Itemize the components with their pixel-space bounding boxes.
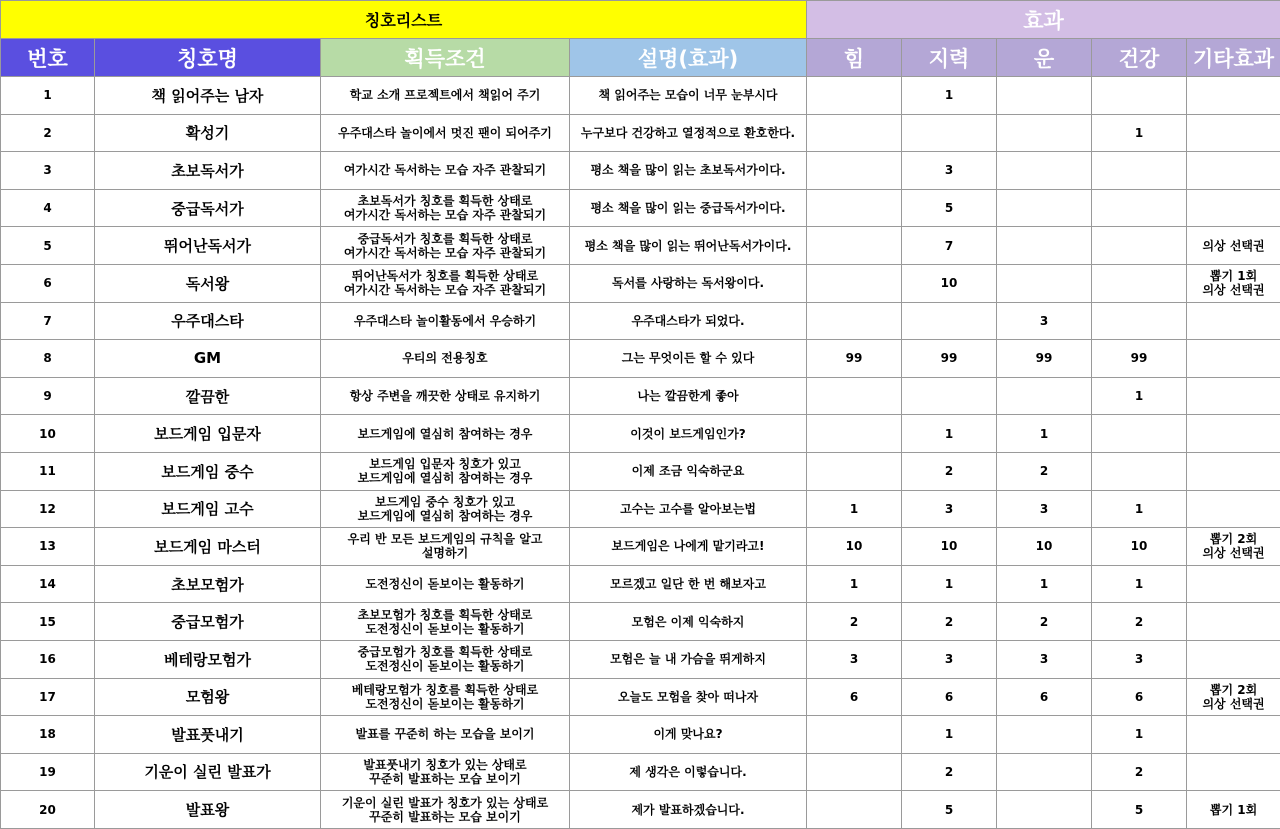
cell-description[interactable]: 평소 책을 많이 읽는 중급독서가이다. — [570, 189, 807, 227]
effect-header[interactable]: 효과 — [807, 1, 1280, 39]
cell-condition-line: 꾸준히 발표하는 모습 보이기 — [321, 810, 569, 824]
cell-intelligence[interactable]: 1 — [902, 77, 997, 115]
cell-health[interactable]: 5 — [1092, 791, 1187, 829]
cell-condition-line: 초보모험가 칭호를 획득한 상태로 — [321, 608, 569, 622]
cell-health[interactable] — [1092, 264, 1187, 302]
table-body — [1, 77, 1280, 829]
cell-title-name[interactable]: GM — [95, 340, 321, 378]
cell-luck[interactable] — [997, 189, 1092, 227]
cell-title-name[interactable]: 우주대스타 — [95, 302, 321, 340]
table-row — [1, 377, 1280, 415]
cell-other-effects-line: 뽑기 1회 — [1187, 269, 1280, 283]
cell-luck[interactable] — [997, 791, 1092, 829]
cell-condition[interactable] — [321, 114, 570, 152]
cell-condition-line: 꾸준히 발표하는 모습 보이기 — [321, 772, 569, 786]
cell-condition[interactable] — [321, 77, 570, 115]
cell-strength[interactable] — [807, 452, 902, 490]
cell-health[interactable] — [1092, 152, 1187, 190]
cell-title-name[interactable]: 보드게임 입문자 — [95, 415, 321, 453]
cell-health[interactable] — [1092, 77, 1187, 115]
cell-description[interactable]: 우주대스타가 되었다. — [570, 302, 807, 340]
cell-other-effects-line: 의상 선택권 — [1187, 546, 1280, 560]
table-row — [1, 77, 1280, 115]
cell-intelligence[interactable]: 10 — [902, 264, 997, 302]
table-row — [1, 490, 1280, 528]
cell-strength[interactable] — [807, 227, 902, 265]
cell-title-name[interactable]: 기운이 실린 발표가 — [95, 753, 321, 791]
cell-number[interactable]: 5 — [1, 227, 95, 265]
header-description[interactable]: 설명(효과) — [570, 39, 807, 77]
cell-other-effects[interactable] — [1187, 791, 1280, 829]
cell-title-name[interactable]: 보드게임 고수 — [95, 490, 321, 528]
cell-strength[interactable] — [807, 302, 902, 340]
cell-intelligence[interactable]: 2 — [902, 603, 997, 641]
table-row — [1, 227, 1280, 265]
cell-description[interactable]: 제가 발표하겠습니다. — [570, 791, 807, 829]
table-row — [1, 114, 1280, 152]
header-strength[interactable]: 힘 — [807, 39, 902, 77]
cell-strength[interactable] — [807, 264, 902, 302]
cell-intelligence[interactable]: 5 — [902, 791, 997, 829]
cell-condition-line: 발표를 꾸준히 하는 모습을 보이기 — [321, 727, 569, 741]
header-luck[interactable]: 운 — [997, 39, 1092, 77]
cell-description[interactable]: 책 읽어주는 모습이 너무 눈부시다 — [570, 77, 807, 115]
cell-number[interactable]: 7 — [1, 302, 95, 340]
cell-number[interactable]: 15 — [1, 603, 95, 641]
cell-health[interactable]: 1 — [1092, 716, 1187, 754]
table-row — [1, 753, 1280, 791]
cell-intelligence[interactable]: 6 — [902, 678, 997, 716]
cell-strength[interactable] — [807, 77, 902, 115]
cell-other-effects[interactable] — [1187, 678, 1280, 716]
cell-condition[interactable] — [321, 640, 570, 678]
cell-other-effects-line: 의상 선택권 — [1187, 283, 1280, 297]
cell-intelligence[interactable] — [902, 377, 997, 415]
cell-strength[interactable]: 1 — [807, 565, 902, 603]
top-header-row — [1, 1, 1280, 39]
cell-other-effects[interactable] — [1187, 77, 1280, 115]
cell-health[interactable] — [1092, 189, 1187, 227]
cell-condition-line: 여가시간 독서하는 모습 자주 관찰되기 — [321, 163, 569, 177]
cell-condition-line: 우주대스타 놀이활동에서 우승하기 — [321, 314, 569, 328]
cell-description[interactable]: 평소 책을 많이 읽는 뛰어난독서가이다. — [570, 227, 807, 265]
cell-number[interactable]: 16 — [1, 640, 95, 678]
cell-condition-line: 뛰어난독서가 칭호를 획득한 상태로 — [321, 269, 569, 283]
cell-other-effects-line: 의상 선택권 — [1187, 239, 1280, 253]
cell-condition[interactable] — [321, 302, 570, 340]
cell-health[interactable] — [1092, 415, 1187, 453]
cell-luck[interactable] — [997, 264, 1092, 302]
cell-other-effects[interactable] — [1187, 603, 1280, 641]
cell-luck[interactable] — [997, 152, 1092, 190]
cell-number[interactable]: 17 — [1, 678, 95, 716]
cell-other-effects[interactable] — [1187, 302, 1280, 340]
cell-health[interactable]: 99 — [1092, 340, 1187, 378]
cell-intelligence[interactable]: 3 — [902, 640, 997, 678]
table-row — [1, 302, 1280, 340]
cell-luck[interactable] — [997, 753, 1092, 791]
cell-other-effects[interactable] — [1187, 114, 1280, 152]
cell-health[interactable]: 2 — [1092, 603, 1187, 641]
cell-description[interactable]: 평소 책을 많이 읽는 초보독서가이다. — [570, 152, 807, 190]
cell-health[interactable]: 2 — [1092, 753, 1187, 791]
cell-luck[interactable]: 3 — [997, 640, 1092, 678]
cell-condition[interactable] — [321, 415, 570, 453]
cell-condition-line: 중급독서가 칭호를 획득한 상태로 — [321, 232, 569, 246]
cell-health[interactable]: 1 — [1092, 377, 1187, 415]
table-row — [1, 340, 1280, 378]
cell-other-effects[interactable] — [1187, 452, 1280, 490]
cell-condition[interactable] — [321, 227, 570, 265]
cell-condition-line: 설명하기 — [321, 546, 569, 560]
header-health[interactable]: 건강 — [1092, 39, 1187, 77]
cell-strength[interactable] — [807, 415, 902, 453]
cell-intelligence[interactable]: 10 — [902, 528, 997, 566]
table-row — [1, 528, 1280, 566]
cell-description[interactable]: 그는 무엇이든 할 수 있다 — [570, 340, 807, 378]
header-title-name[interactable]: 칭호명 — [95, 39, 321, 77]
cell-intelligence[interactable]: 99 — [902, 340, 997, 378]
cell-luck[interactable] — [997, 227, 1092, 265]
cell-luck[interactable]: 1 — [997, 565, 1092, 603]
cell-luck[interactable]: 3 — [997, 302, 1092, 340]
cell-intelligence[interactable]: 1 — [902, 716, 997, 754]
cell-intelligence[interactable]: 3 — [902, 490, 997, 528]
cell-luck[interactable]: 6 — [997, 678, 1092, 716]
cell-title-name[interactable]: 베테랑모험가 — [95, 640, 321, 678]
cell-number[interactable]: 8 — [1, 340, 95, 378]
cell-number[interactable]: 10 — [1, 415, 95, 453]
cell-other-effects[interactable] — [1187, 340, 1280, 378]
cell-title-name[interactable]: 발표왕 — [95, 791, 321, 829]
cell-luck[interactable]: 3 — [997, 490, 1092, 528]
cell-description[interactable]: 이것이 보드게임인가? — [570, 415, 807, 453]
cell-luck[interactable] — [997, 77, 1092, 115]
cell-strength[interactable] — [807, 152, 902, 190]
cell-title-name[interactable]: 깔끔한 — [95, 377, 321, 415]
cell-luck[interactable]: 10 — [997, 528, 1092, 566]
cell-condition-line: 보드게임에 열심히 참여하는 경우 — [321, 471, 569, 485]
cell-health[interactable]: 1 — [1092, 565, 1187, 603]
header-intelligence[interactable]: 지력 — [902, 39, 997, 77]
cell-other-effects[interactable] — [1187, 227, 1280, 265]
cell-luck[interactable] — [997, 114, 1092, 152]
cell-health[interactable]: 3 — [1092, 640, 1187, 678]
title-list-header[interactable]: 칭호리스트 — [1, 1, 807, 39]
cell-condition-line: 도전정신이 돋보이는 활동하기 — [321, 659, 569, 673]
cell-condition[interactable] — [321, 716, 570, 754]
cell-number[interactable]: 3 — [1, 152, 95, 190]
cell-number[interactable]: 13 — [1, 528, 95, 566]
cell-title-name[interactable]: 중급독서가 — [95, 189, 321, 227]
cell-number[interactable]: 12 — [1, 490, 95, 528]
cell-strength[interactable] — [807, 114, 902, 152]
cell-luck[interactable] — [997, 716, 1092, 754]
cell-number[interactable]: 14 — [1, 565, 95, 603]
cell-condition-line: 발표풋내기 칭호가 있는 상태로 — [321, 758, 569, 772]
cell-description[interactable]: 모험은 이제 익숙하지 — [570, 603, 807, 641]
cell-description[interactable]: 모험은 늘 내 가슴을 뛰게하지 — [570, 640, 807, 678]
cell-description[interactable]: 이게 맞나요? — [570, 716, 807, 754]
cell-number[interactable]: 19 — [1, 753, 95, 791]
cell-title-name[interactable]: 독서왕 — [95, 264, 321, 302]
header-condition[interactable]: 획득조건 — [321, 39, 570, 77]
cell-other-effects-line: 뽑기 2회 — [1187, 683, 1280, 697]
cell-other-effects[interactable] — [1187, 264, 1280, 302]
cell-other-effects[interactable] — [1187, 189, 1280, 227]
cell-intelligence[interactable]: 3 — [902, 152, 997, 190]
header-number[interactable]: 번호 — [1, 39, 95, 77]
cell-other-effects[interactable] — [1187, 640, 1280, 678]
cell-condition-line: 우티의 전용칭호 — [321, 351, 569, 365]
cell-title-name[interactable]: 모험왕 — [95, 678, 321, 716]
cell-luck[interactable]: 2 — [997, 603, 1092, 641]
cell-condition-line: 여가시간 독서하는 모습 자주 관찰되기 — [321, 283, 569, 297]
cell-number[interactable]: 9 — [1, 377, 95, 415]
cell-strength[interactable] — [807, 753, 902, 791]
cell-strength[interactable] — [807, 716, 902, 754]
table-row — [1, 452, 1280, 490]
cell-health[interactable] — [1092, 302, 1187, 340]
cell-description[interactable]: 이제 조금 익숙하군요 — [570, 452, 807, 490]
table-row — [1, 791, 1280, 829]
cell-intelligence[interactable] — [902, 114, 997, 152]
cell-condition[interactable] — [321, 753, 570, 791]
cell-intelligence[interactable]: 2 — [902, 452, 997, 490]
cell-intelligence[interactable]: 5 — [902, 189, 997, 227]
cell-health[interactable]: 1 — [1092, 490, 1187, 528]
cell-condition-line: 보드게임에 열심히 참여하는 경우 — [321, 509, 569, 523]
cell-health[interactable]: 10 — [1092, 528, 1187, 566]
cell-condition-line: 여가시간 독서하는 모습 자주 관찰되기 — [321, 208, 569, 222]
cell-condition-line: 베테랑모험가 칭호를 획득한 상태로 — [321, 683, 569, 697]
cell-condition[interactable] — [321, 565, 570, 603]
table-row — [1, 189, 1280, 227]
cell-condition[interactable] — [321, 189, 570, 227]
cell-intelligence[interactable]: 7 — [902, 227, 997, 265]
table-row — [1, 152, 1280, 190]
cell-other-effects[interactable] — [1187, 415, 1280, 453]
table-row — [1, 640, 1280, 678]
cell-number[interactable]: 18 — [1, 716, 95, 754]
cell-intelligence[interactable]: 2 — [902, 753, 997, 791]
cell-title-name[interactable]: 보드게임 마스터 — [95, 528, 321, 566]
cell-description[interactable]: 보드게임은 나에게 맡기라고! — [570, 528, 807, 566]
table-row — [1, 603, 1280, 641]
cell-condition[interactable] — [321, 490, 570, 528]
table-row — [1, 264, 1280, 302]
cell-other-effects-line: 의상 선택권 — [1187, 697, 1280, 711]
cell-intelligence[interactable] — [902, 302, 997, 340]
cell-condition[interactable] — [321, 678, 570, 716]
cell-condition-line: 보드게임 입문자 칭호가 있고 — [321, 457, 569, 471]
cell-other-effects[interactable] — [1187, 716, 1280, 754]
cell-strength[interactable] — [807, 189, 902, 227]
cell-number[interactable]: 20 — [1, 791, 95, 829]
cell-condition-line: 학교 소개 프로젝트에서 책읽어 주기 — [321, 88, 569, 102]
cell-luck[interactable] — [997, 377, 1092, 415]
cell-other-effects-line: 뽑기 2회 — [1187, 532, 1280, 546]
cell-condition-line: 중급모험가 칭호를 획득한 상태로 — [321, 645, 569, 659]
cell-other-effects-line: 뽑기 1회 — [1187, 803, 1280, 817]
table-row — [1, 716, 1280, 754]
cell-strength[interactable]: 3 — [807, 640, 902, 678]
cell-title-name[interactable]: 뛰어난독서가 — [95, 227, 321, 265]
cell-strength[interactable]: 6 — [807, 678, 902, 716]
cell-description[interactable]: 모르겠고 일단 한 번 해보자고 — [570, 565, 807, 603]
cell-luck[interactable]: 1 — [997, 415, 1092, 453]
cell-condition-line: 도전정신이 돋보이는 활동하기 — [321, 577, 569, 591]
cell-title-name[interactable]: 중급모험가 — [95, 603, 321, 641]
cell-number[interactable]: 6 — [1, 264, 95, 302]
cell-condition-line: 도전정신이 돋보이는 활동하기 — [321, 622, 569, 636]
cell-description[interactable]: 누구보다 건강하고 열정적으로 환호한다. — [570, 114, 807, 152]
cell-title-name[interactable]: 초보독서가 — [95, 152, 321, 190]
table-row — [1, 678, 1280, 716]
cell-strength[interactable] — [807, 377, 902, 415]
cell-intelligence[interactable]: 1 — [902, 565, 997, 603]
table-row — [1, 565, 1280, 603]
cell-condition-line: 도전정신이 돋보이는 활동하기 — [321, 697, 569, 711]
cell-title-name[interactable]: 발표풋내기 — [95, 716, 321, 754]
cell-other-effects[interactable] — [1187, 377, 1280, 415]
cell-condition-line: 보드게임에 열심히 참여하는 경우 — [321, 427, 569, 441]
cell-condition[interactable] — [321, 377, 570, 415]
cell-condition-line: 보드게임 중수 칭호가 있고 — [321, 495, 569, 509]
cell-strength[interactable]: 99 — [807, 340, 902, 378]
cell-condition-line: 우리 반 모든 보드게임의 규칙을 알고 — [321, 532, 569, 546]
cell-condition[interactable] — [321, 603, 570, 641]
cell-condition-line: 기운이 실린 발표가 칭호가 있는 상태로 — [321, 796, 569, 810]
cell-condition[interactable] — [321, 528, 570, 566]
cell-other-effects[interactable] — [1187, 753, 1280, 791]
cell-other-effects[interactable] — [1187, 490, 1280, 528]
cell-condition[interactable] — [321, 452, 570, 490]
column-header-row — [1, 39, 1280, 77]
cell-condition[interactable] — [321, 264, 570, 302]
cell-number[interactable]: 2 — [1, 114, 95, 152]
cell-intelligence[interactable]: 1 — [902, 415, 997, 453]
cell-title-name[interactable]: 보드게임 중수 — [95, 452, 321, 490]
cell-condition-line: 초보독서가 칭호를 획득한 상태로 — [321, 194, 569, 208]
cell-number[interactable]: 1 — [1, 77, 95, 115]
cell-description[interactable]: 제 생각은 이렇습니다. — [570, 753, 807, 791]
cell-health[interactable]: 6 — [1092, 678, 1187, 716]
table-row — [1, 415, 1280, 453]
cell-luck[interactable]: 2 — [997, 452, 1092, 490]
cell-health[interactable] — [1092, 452, 1187, 490]
cell-description[interactable]: 고수는 고수를 알아보는법 — [570, 490, 807, 528]
cell-condition[interactable] — [321, 340, 570, 378]
cell-other-effects[interactable] — [1187, 565, 1280, 603]
cell-description[interactable]: 독서를 사랑하는 독서왕이다. — [570, 264, 807, 302]
cell-title-name[interactable]: 초보모험가 — [95, 565, 321, 603]
cell-other-effects[interactable] — [1187, 528, 1280, 566]
cell-description[interactable]: 나는 깔끔한게 좋아 — [570, 377, 807, 415]
cell-condition-line: 우주대스타 놀이에서 멋진 팬이 되어주기 — [321, 126, 569, 140]
cell-strength[interactable]: 10 — [807, 528, 902, 566]
cell-condition[interactable] — [321, 791, 570, 829]
cell-number[interactable]: 11 — [1, 452, 95, 490]
header-other-effects[interactable]: 기타효과 — [1187, 39, 1280, 77]
cell-condition-line: 여가시간 독서하는 모습 자주 관찰되기 — [321, 246, 569, 260]
cell-description[interactable]: 오늘도 모험을 찾아 떠나자 — [570, 678, 807, 716]
cell-strength[interactable] — [807, 791, 902, 829]
cell-condition-line: 항상 주변을 깨끗한 상태로 유지하기 — [321, 389, 569, 403]
cell-health[interactable] — [1092, 227, 1187, 265]
cell-luck[interactable]: 99 — [997, 340, 1092, 378]
cell-health[interactable]: 1 — [1092, 114, 1187, 152]
cell-title-name[interactable]: 책 읽어주는 남자 — [95, 77, 321, 115]
cell-strength[interactable]: 1 — [807, 490, 902, 528]
cell-strength[interactable]: 2 — [807, 603, 902, 641]
cell-other-effects[interactable] — [1187, 152, 1280, 190]
cell-title-name[interactable]: 확성기 — [95, 114, 321, 152]
cell-condition[interactable] — [321, 152, 570, 190]
cell-number[interactable]: 4 — [1, 189, 95, 227]
